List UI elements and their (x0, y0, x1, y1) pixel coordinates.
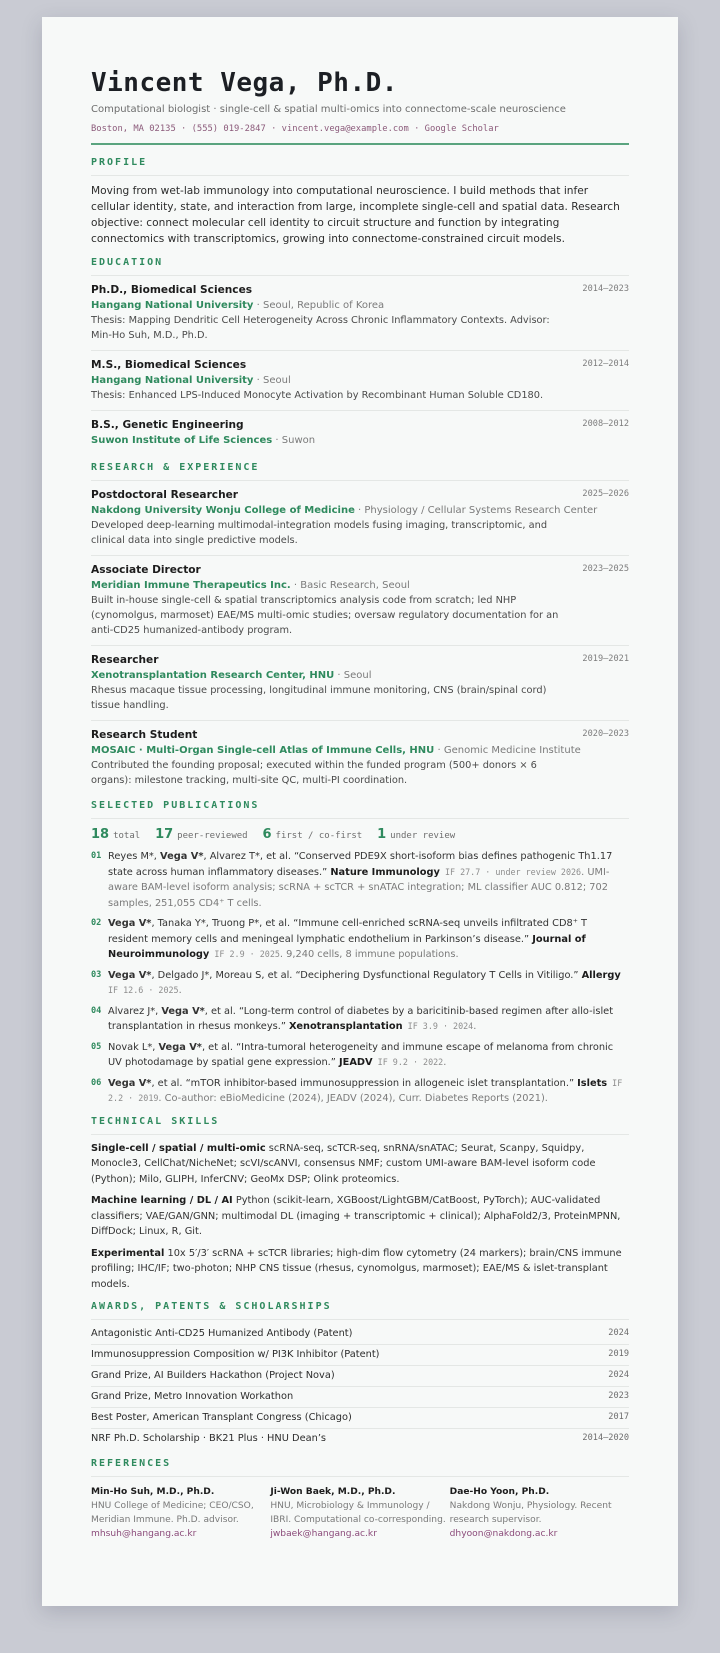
skill-group (91, 1141, 629, 1188)
citation: , Delgado J*, Moreau S, et al. “Deciphering Dysfunctional Regulatory T Cells in Vitiligo.” (151, 969, 582, 981)
citation: , et al. “Intra-tumoral heterogeneity and immune escape of melanoma from chronic UV photodamage by spatial gene expression.” (108, 1041, 614, 1068)
stat-label: under review (390, 831, 456, 841)
reference-description: Nakdong Wonju, Physiology. Recent research supervisor. (449, 1501, 612, 1525)
date-range: 2012–2014 (582, 359, 629, 369)
publication-stats (91, 827, 629, 844)
publication-item (91, 1076, 629, 1107)
author-self: Vega V* (161, 1005, 205, 1017)
award-year: 2024 (608, 1370, 629, 1380)
publication-item (91, 1004, 629, 1035)
award-year: 2024 (608, 1328, 629, 1338)
section-title-awards: AWARDS, PATENTS & SCHOLARSHIPS (91, 1300, 629, 1320)
journal: Nature Immunology (330, 866, 440, 878)
award-name: Immunosuppression Composition w/ PI3K Inhibitor (Patent) (91, 1349, 380, 1360)
role-description: Built in-house single-cell & spatial transcriptomics analysis code from scratch; led NHP (cynomolgus, marmoset) EAE/MS multi-omic studies; oversaw regulatory documentation for an anti-CD25 humanized-antibody program. (91, 595, 559, 636)
section-title-references: REFERENCES (91, 1457, 629, 1477)
role-description: Contributed the founding proposal; executed within the funded program (500+ donors × 6 organs): milestone tracking, multi-site QC, multi-PI coordination. (91, 760, 537, 786)
journal: Allergy (581, 969, 621, 981)
publication-note: . (178, 985, 182, 996)
skill-text: 10x 5′/3′ scRNA + scTCR libraries; high-dim flow cytometry (24 markers); brain/CNS immune profiling; IHC/IF; two-photon; NHP CNS tissue (rhesus, cynomolgus, marmoset); EAE/MS & islet-transplant models. (91, 1247, 622, 1290)
organization-name: MOSAIC · Multi-Organ Single-cell Atlas of Immune Cells, HNU (91, 745, 435, 756)
references-list (91, 1485, 629, 1541)
role: Postdoctoral Researcher (91, 489, 239, 501)
award-row (91, 1345, 629, 1366)
reference-name: Min-Ho Suh, M.D., Ph.D. (91, 1487, 215, 1497)
impact-meta: IF 27.7 · under review 2026 (439, 866, 582, 877)
skill-text: scRNA-seq, scTCR-seq, snRNA/snATAC; Seurat, Scanpy, Squidpy, Monocle3, CellChat/NicheNet; scVI/scANVI, consensus NMF; custom UMI-aware BAM-level isoform code (Python); Milo, GLIPH, InferCNV; GeoMx DSP; Olink proteomics. (91, 1142, 596, 1185)
award-year: 2019 (608, 1349, 629, 1359)
impact-meta: IF 2.9 · 2025 (209, 949, 280, 959)
stat-label: peer-reviewed (177, 831, 248, 841)
experience-entry (91, 721, 629, 795)
reference-email[interactable]: dhyoon@nakdong.ac.kr (449, 1529, 558, 1539)
tagline: Computational biologist · single-cell & spatial multi-omics into connectome-scale neuroscience (91, 104, 566, 115)
journal: JEADV (338, 1057, 373, 1068)
institution-location: · Seoul (253, 375, 291, 386)
stat-number: 1 (377, 827, 387, 842)
reference-description: HNU, Microbiology & Immunology / IBRI. Computational co-corresponding. (270, 1501, 446, 1525)
publication-number: 04 (91, 1005, 102, 1016)
journal: Journal of Neuroimmunology (108, 933, 586, 960)
publication-number: 01 (91, 851, 102, 861)
award-row (91, 1387, 629, 1408)
publication-item (91, 968, 629, 999)
organization (91, 503, 629, 518)
organization (91, 578, 629, 593)
organization-detail: · Genomic Medicine Institute (434, 745, 581, 756)
impact-meta: IF 12.6 · 2025 (108, 985, 179, 995)
impact-meta: IF 2.2 · 2019 (108, 1077, 623, 1103)
degree: M.S., Biomedical Sciences (91, 359, 247, 371)
education-entry (91, 276, 629, 351)
author-self: Vega V* (108, 969, 152, 981)
authors: Novak L*, (108, 1041, 159, 1053)
thesis: Thesis: Mapping Dendritic Cell Heterogeneity Across Chronic Inflammatory Contexts. Advisor: Min-Ho Suh, M.D., Ph.D. (91, 315, 550, 341)
institution-name: Hangang National University (91, 375, 254, 386)
authors: Alvarez J*, (108, 1005, 162, 1017)
organization-name: Nakdong University Wonju College of Medicine (91, 505, 355, 516)
resume-page (42, 17, 678, 1606)
institution-location: · Seoul, Republic of Korea (253, 300, 385, 311)
impact-meta: IF 3.9 · 2024 (402, 1021, 474, 1031)
stat-number: 18 (91, 827, 110, 842)
role-description: Rhesus macaque tissue processing, longitudinal immune monitoring, CNS (brain/spinal cord) tissue handling. (91, 685, 547, 711)
publication-number: 06 (91, 1077, 102, 1088)
stat-label: first / co-first (275, 831, 363, 841)
organization-name: Meridian Immune Therapeutics Inc. (91, 580, 291, 591)
role: Research Student (91, 729, 198, 741)
institution-location: · Suwon (272, 435, 316, 446)
award-name: Best Poster, American Transplant Congress (Chicago) (91, 1412, 352, 1423)
date-range: 2023–2025 (582, 564, 629, 574)
journal: Xenotransplantation (289, 1021, 403, 1032)
organization-detail: · Basic Research, Seoul (290, 580, 410, 591)
publication-list (91, 849, 629, 1107)
skill-group (91, 1193, 629, 1240)
award-name: Antagonistic Anti-CD25 Humanized Antibody (Patent) (91, 1328, 353, 1339)
award-row (91, 1429, 629, 1449)
education-entry (91, 411, 629, 455)
profile-text: Moving from wet-lab immunology into computational neuroscience. I build methods that infer cellular identity, state, and interaction from large, incomplete single-cell and spatial data. Research objective: connect molecular cell identity to circuit structure and function by integrating connectomics with transcriptomics, growing into connectome-constrained circuit models. (91, 185, 620, 245)
stat-number: 17 (155, 827, 174, 842)
publication-number: 02 (91, 918, 102, 928)
reference-card (91, 1485, 270, 1541)
education-list (91, 276, 629, 455)
date-range: 2008–2012 (582, 419, 629, 429)
reference-description: HNU College of Medicine; CEO/CSO, Meridian Immune. Ph.D. advisor. (91, 1501, 254, 1525)
organization-name: Xenotransplantation Research Center, HNU (91, 670, 335, 681)
award-year: 2017 (608, 1412, 629, 1422)
publication-note: . 9,240 cells, 8 immune populations. (279, 949, 459, 960)
experience-entry (91, 481, 629, 556)
publication-number: 05 (91, 1041, 102, 1052)
reference-card (270, 1485, 449, 1541)
organization (91, 668, 629, 683)
award-row (91, 1366, 629, 1387)
citation: , Alvarez T*, et al. “Conserved PDE9X short-isoform bias defines pathogenic Th1.17 state across human inflammatory diseases.” (108, 851, 613, 878)
experience-entry (91, 556, 629, 646)
author-self: Vega V* (160, 851, 204, 862)
publication-note: . UMI-aware BAM-level isoform analysis; scRNA + scTCR + snATAC integration; ML classifier AUC 0.812; 702 samples, 251,055 CD4⁺ T cells. (108, 866, 610, 909)
section-title-profile: PROFILE (91, 156, 629, 176)
education-entry (91, 351, 629, 411)
skill-text: Python (scikit-learn, XGBoost/LightGBM/CatBoost, PyTorch); AUC-validated classifiers; VAE/GAN/GNN; multimodal DL (imaging + transcriptomic + clinical); AlphaFold2/3, ProteinMPNN, DiffDock; Linux, R, Git. (91, 1195, 621, 1237)
degree: Ph.D., Biomedical Sciences (91, 284, 253, 296)
publication-note: . Co-author: eBioMedicine (2024), JEADV (2024), Curr. Diabetes Reports (2021). (158, 1093, 548, 1104)
award-row (91, 1324, 629, 1345)
experience-entry (91, 646, 629, 721)
institution-name: Suwon Institute of Life Sciences (91, 435, 273, 446)
section-title-experience: RESEARCH & EXPERIENCE (91, 461, 629, 481)
organization-detail: · Physiology / Cellular Systems Research Center (354, 505, 598, 516)
reference-card (450, 1485, 629, 1541)
institution (91, 373, 629, 388)
header-rule (91, 143, 629, 145)
thesis: Thesis: Enhanced LPS-Induced Monocyte Activation by Recombinant Human Soluble CD180. (91, 390, 544, 401)
award-year: 2014–2020 (582, 1433, 629, 1443)
reference-name: Dae-Ho Yoon, Ph.D. (449, 1487, 550, 1497)
institution-name: Hangang National University (91, 300, 254, 311)
publication-item (91, 916, 629, 963)
citation: , et al. “Long-term control of diabetes by a baricitinib-based regimen after allo-islet transplantation in rhesus monkeys.” (108, 1005, 614, 1032)
awards-list (91, 1324, 629, 1449)
organization (91, 743, 629, 758)
author-self: Vega V* (108, 1077, 152, 1089)
skill-group (91, 1246, 629, 1293)
award-row (91, 1408, 629, 1429)
organization-detail: · Seoul (334, 670, 372, 681)
journal: Islets (577, 1077, 608, 1089)
date-range: 2019–2021 (582, 654, 629, 664)
award-name: Grand Prize, Metro Innovation Workathon (91, 1391, 294, 1402)
section-title-education: EDUCATION (91, 256, 629, 276)
contact-line: Boston, MA 02135 · (555) 019-2847 · vincent.vega@example.com · Google Scholar (91, 124, 499, 134)
award-name: NRF Ph.D. Scholarship · BK21 Plus · HNU Dean’s (91, 1433, 327, 1444)
reference-email[interactable]: mhsuh@hangang.ac.kr (91, 1529, 197, 1539)
citation: , Tanaka Y*, Truong P*, et al. “Immune cell-enriched scRNA-seq unveils infiltrated CD8⁺ T resident memory cells and meningeal lymphatic endothelium in Parkinson’s disease.” (108, 918, 588, 945)
role: Associate Director (91, 564, 201, 576)
author-self: Vega V* (158, 1041, 202, 1053)
skill-label: Experimental (91, 1247, 165, 1259)
publication-item (91, 1040, 629, 1071)
role: Researcher (91, 654, 159, 666)
date-range: 2014–2023 (582, 284, 629, 294)
impact-meta: IF 9.2 · 2022 (372, 1057, 444, 1067)
skill-label: Machine learning / DL / AI (91, 1195, 233, 1206)
award-year: 2023 (608, 1391, 629, 1401)
stat-label: total (113, 831, 141, 841)
publication-number: 03 (91, 969, 102, 980)
date-range: 2020–2023 (582, 729, 629, 739)
stat-number: 6 (262, 827, 272, 842)
date-range: 2025–2026 (582, 489, 629, 499)
skill-label: Single-cell / spatial / multi-omic (91, 1142, 266, 1154)
publication-note: . (473, 1021, 477, 1032)
page-title: Vincent Vega, Ph.D. (91, 68, 398, 98)
authors: Reyes M*, (108, 851, 161, 862)
reference-name: Ji-Won Baek, M.D., Ph.D. (270, 1487, 396, 1497)
publication-note: . (443, 1057, 447, 1068)
experience-list (91, 481, 629, 795)
degree: B.S., Genetic Engineering (91, 419, 244, 431)
author-self: Vega V* (108, 918, 152, 929)
publication-item (91, 849, 629, 911)
role-description: Developed deep-learning multimodal-integration models fusing imaging, transcriptomic, and clinical data into single predictive models. (91, 520, 548, 546)
section-title-publications: SELECTED PUBLICATIONS (91, 799, 629, 819)
institution (91, 298, 629, 313)
section-title-skills: TECHNICAL SKILLS (91, 1115, 629, 1135)
reference-email[interactable]: jwbaek@hangang.ac.kr (270, 1529, 377, 1539)
citation: , et al. “mTOR inhibitor-based immunosuppression in allogeneic islet transplantation.” (151, 1077, 578, 1089)
award-name: Grand Prize, AI Builders Hackathon (Project Nova) (91, 1370, 335, 1381)
institution (91, 433, 629, 448)
